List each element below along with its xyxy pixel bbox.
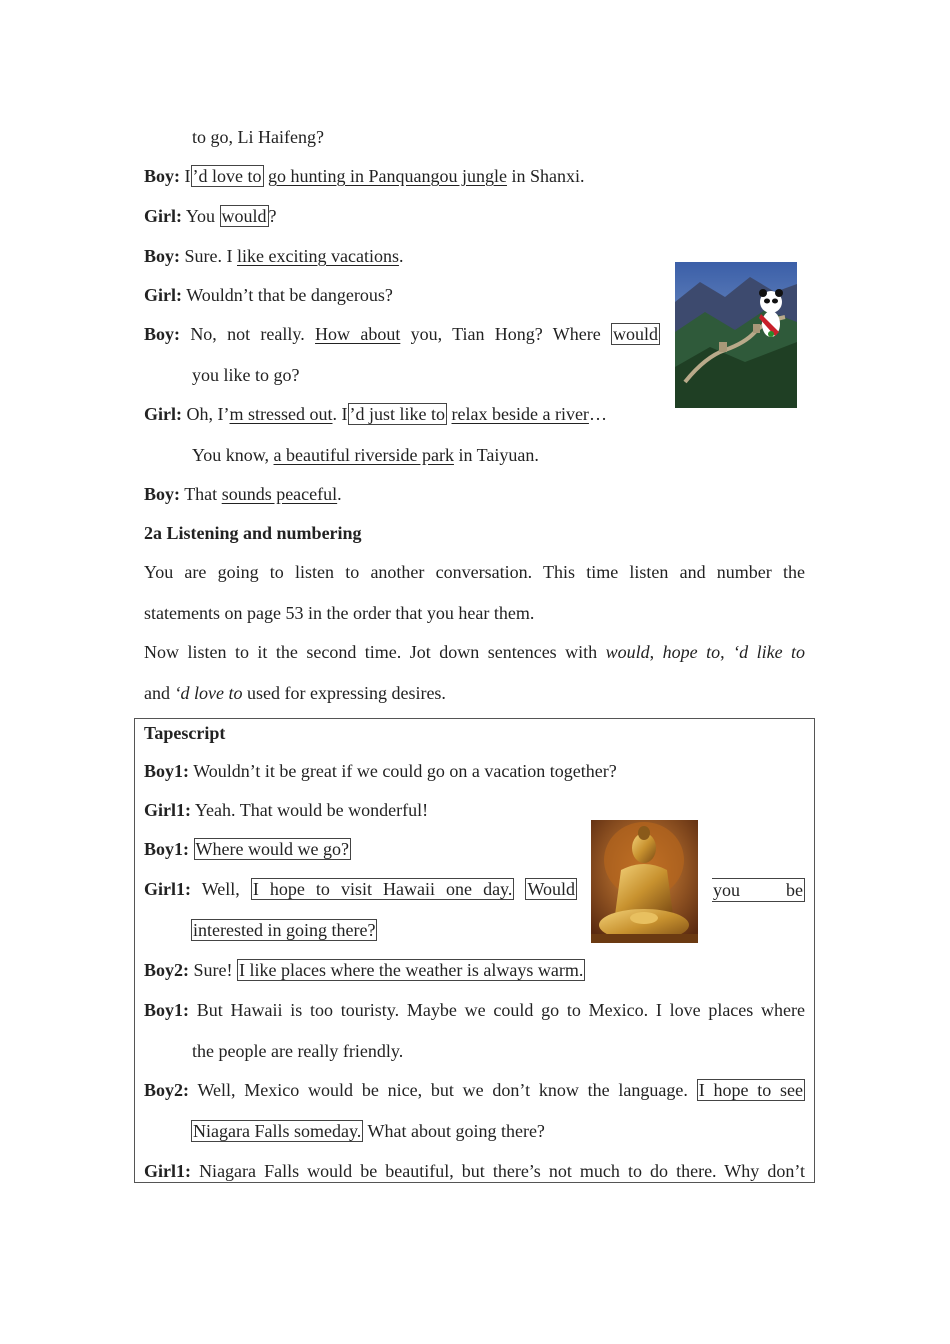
tapescript-line [144,1079,805,1101]
great-wall-illustration [675,262,797,408]
dialogue-line [192,444,539,466]
instruction-line: You are going to listen to another conversation. This time listen and number the [144,562,805,582]
text: you [713,880,740,900]
speaker-label: Boy2: [144,1080,189,1100]
text: ? [268,206,277,226]
text: That [184,484,218,504]
text: Well, Mexico would be nice, but we don’t know the language. [197,1080,688,1100]
underlined-phrase: m stressed out [229,404,333,424]
speaker-label: Boy: [144,246,180,266]
title-text: Tapescript [144,723,226,743]
text: What about going there? [367,1121,545,1141]
boxed-phrase: would [221,206,267,226]
italic-phrase: hope to [662,642,721,662]
text: Wouldn’t it be great if we could go on a vacation together? [193,761,617,781]
underlined-phrase: sounds peaceful [221,484,338,504]
text: Niagara Falls would be beautiful, but there’s not much to do there. Why don’t [199,1161,806,1181]
speaker-label: Boy2: [144,960,189,980]
tapescript-title [144,722,225,744]
boxed-phrase: would [613,324,659,344]
buddha-illustration [591,820,698,943]
text: No, not really. [190,324,305,344]
tapescript-line: the people are really friendly. [192,1041,404,1061]
dialogue-line: to go, Li Haifeng? [192,127,324,147]
instruction-line: statements on page 53 in the order that you hear them. [144,603,535,623]
underlined-phrase: relax beside a river [451,404,589,424]
boxed-phrase: I like places where the weather is always warm. [239,960,584,980]
great-wall-panda-image [675,262,797,408]
text: Well, [201,879,240,899]
text: I [184,166,191,186]
text: … [588,404,607,424]
boxed-phrase: interested in going there? [193,920,376,940]
golden-buddha-image [591,820,698,943]
dialogue-line [144,284,393,306]
dialogue-line [144,483,342,505]
text: , [649,642,655,662]
boxed-phrase: Would [527,879,575,899]
tapescript-line [144,838,351,860]
text: Sure! [193,960,233,980]
speaker-label: Boy: [144,484,180,504]
boxed-phrase: Niagara Falls someday. [193,1121,362,1141]
underlined-phrase: like exciting vacations [237,246,399,266]
instruction-line [144,682,446,704]
tapescript-line [144,999,805,1021]
boxed-phrase: Where would we go? [195,839,349,859]
speaker-label: Girl1: [144,1161,191,1181]
text: be [786,880,803,900]
tapescript-line [191,1120,545,1142]
text: . [398,246,404,266]
speaker-label: Boy: [144,324,180,344]
italic-phrase: ‘d like to [733,642,806,662]
dialogue-line [144,245,403,267]
text: , [720,642,725,662]
tapescript-line-continued [712,878,805,902]
speaker-label: Boy1: [144,1000,189,1020]
italic-phrase: ‘d love to [174,683,243,703]
speaker-label: Girl: [144,285,182,305]
speaker-label: Girl: [144,206,182,226]
underlined-phrase: How about [315,324,401,344]
speaker-label: Girl: [144,404,182,424]
underlined-phrase: go hunting in Panquangou jungle [268,166,507,186]
text: and [144,683,170,703]
text: in Shanxi. [511,166,585,186]
text: Oh, I’ [186,404,230,424]
speaker-label: Boy1: [144,839,189,859]
text: Now listen to it the second time. Jot down sentences with [144,642,598,662]
heading-text: 2a Listening and numbering [144,523,362,543]
italic-phrase: would [605,642,650,662]
instruction-line [144,641,805,663]
dialogue-line: you like to go? [192,365,300,385]
speaker-label: Boy: [144,166,180,186]
text: Yeah. That would be wonderful! [194,800,429,820]
text: Sure. I [184,246,233,266]
tapescript-line [191,919,377,941]
text: used for expressing desires. [246,683,446,703]
text: You [185,206,216,226]
text: in Taiyuan. [458,445,539,465]
text: But Hawaii is too touristy. Maybe we could go to Mexico. I love places where [196,1000,806,1020]
underlined-phrase: a beautiful riverside park [273,445,454,465]
boxed-phrase: ’d love to [192,166,262,186]
boxed-phrase: I hope to see [698,1080,804,1100]
tapescript-line [144,760,617,782]
tapescript-line [144,878,577,900]
tapescript-box [134,718,815,1183]
text: you, Tian Hong? Where [410,324,601,344]
speaker-label: Boy1: [144,761,189,781]
text: Wouldn’t that be dangerous? [186,285,393,305]
text: . I [332,404,348,424]
tapescript-line [144,959,585,981]
speaker-label: Girl1: [144,800,191,820]
boxed-phrase: ’d just like to [349,404,445,424]
dialogue-line [144,165,585,187]
text: You know, [192,445,270,465]
speaker-label: Girl1: [144,879,191,899]
dialogue-line [144,205,277,227]
dialogue-line [144,323,660,345]
text: . [337,484,342,504]
tapescript-line [144,1160,805,1182]
section-heading [144,522,362,544]
boxed-phrase: I hope to visit Hawaii one day. [252,879,513,899]
dialogue-line [144,403,607,425]
tapescript-line [144,799,428,821]
